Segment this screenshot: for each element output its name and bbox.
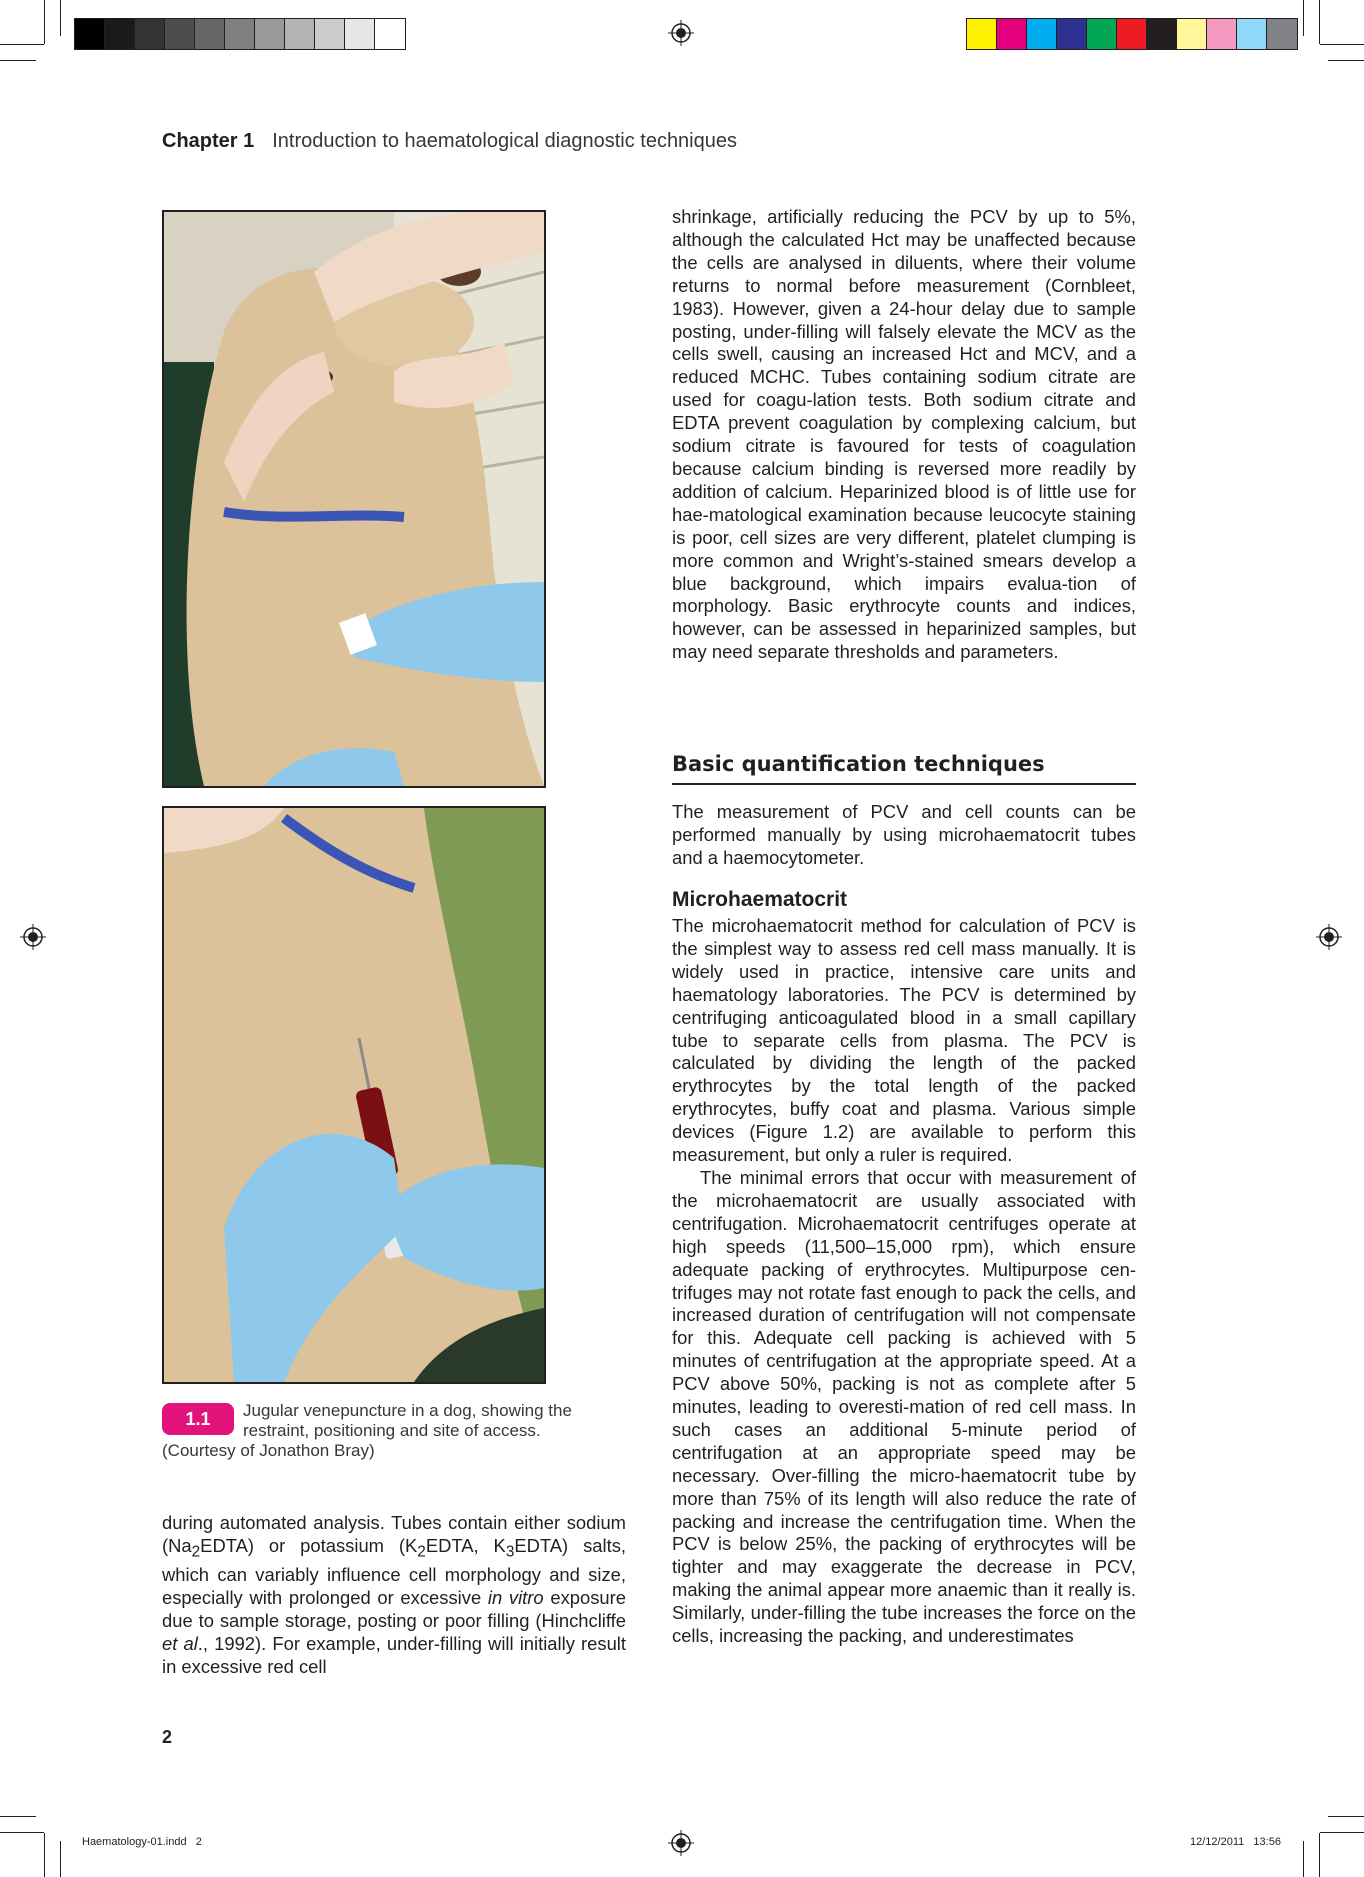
color-swatch (255, 19, 285, 49)
page-number: 2 (162, 1727, 173, 1747)
color-swatch (105, 19, 135, 49)
running-head (162, 130, 737, 153)
figure-number-badge: 1.1 (162, 1403, 234, 1435)
color-swatch (997, 19, 1027, 49)
crop-mark (0, 1832, 44, 1833)
registration-mark-icon (668, 20, 694, 46)
crop-mark (1320, 44, 1364, 45)
chapter-title: Introduction to haematological diagnostic techniques (272, 130, 737, 152)
crop-mark (1328, 1816, 1364, 1817)
body-paragraph: The minimal errors that occur with measurement of the microhaematocrit are usually associated with centrifugation. Microhaematocrit centrifuges operate at high speeds (11,500–15,000 rpm), which ensure adequate packing of erythrocytes. Multipurpose cen-trifuges may not rotate fast enough to pack the cells, and increased duration of centrifugation will not compensate for this. Adequate cell packing is achieved with 5 minutes of centrifugation at the appropriate speed. At a PCV above 50%, packing is not as complete after 5 minutes, leading to overesti-mation of red cell mass. In such cases an additional 5-minute period of centrifugation at an appropriate speed may be necessary. Over-filling the micro-haematocrit tube by more than 75% of its length will also reduce the rate of packing and increase the centrifugation time. When the PCV is below 25%, the packing of erythrocytes will be tighter and may exaggerate the decrease in PCV, making the animal appear more anaemic than it really is. Similarly, under-filling the tube increases the force on the cells, increasing the packing, and underestimates (672, 1166, 1136, 1647)
crop-mark (1303, 1841, 1304, 1877)
crop-mark (60, 0, 61, 36)
right-column-top (672, 206, 1136, 664)
color-swatch (1117, 19, 1147, 49)
color-swatch (375, 19, 405, 49)
color-swatch (195, 19, 225, 49)
section-heading: Basic quantification techniques (672, 752, 1136, 785)
color-swatch (135, 19, 165, 49)
subsection-heading: Microhaematocrit (672, 888, 848, 911)
color-swatch (315, 19, 345, 49)
crop-mark (1328, 60, 1364, 61)
body-paragraph: during automated analysis. Tubes contain either sodium $(Na_2EDTA)$ or potassium ($K_2EDTA$, $K_3EDTA$) salts, which can variably influence cell morphology and size, especially with prolonged or excessive in vitro exposure due to sample storage, posting or poor filling (Hinchcliffe et al., 1992). For example, under-filling will initially result in excessive red cell (162, 1512, 626, 1678)
process-color-bar (966, 18, 1298, 50)
chapter-label: Chapter 1 (162, 130, 255, 152)
color-swatch (75, 19, 105, 49)
body-paragraph: The microhaematocrit method for calculation of PCV is the simplest way to assess red cell mass manually. It is widely used in practice, intensive care units and haematology laboratories. The PCV is determined by centrifuging anticoagulated blood in a small capillary tube to separate cells from plasma. The PCV is calculated by dividing the length of the packed erythrocytes by the total length of the packed erythrocytes, buffy coat and plasma. Various simple devices (Figure 1.2) are available to perform this measurement, but only a ruler is required. (672, 915, 1136, 1166)
crop-mark (0, 1816, 36, 1817)
color-swatch (967, 19, 997, 49)
right-column-bottom (672, 915, 1136, 1648)
figure-caption-line: restraint, positioning and site of access. (243, 1421, 541, 1440)
grayscale-color-bar (74, 18, 406, 50)
color-swatch (345, 19, 375, 49)
color-swatch (1267, 19, 1297, 49)
registration-mark-icon (1316, 924, 1342, 950)
crop-mark (1320, 1832, 1364, 1833)
color-swatch (1087, 19, 1117, 49)
crop-mark (1319, 1833, 1320, 1877)
color-swatch (1177, 19, 1207, 49)
crop-mark (1303, 0, 1304, 36)
section-intro (672, 801, 1136, 870)
crop-mark (0, 44, 44, 45)
crop-mark (1319, 0, 1320, 44)
body-paragraph: The measurement of PCV and cell counts can be performed manually by using microhaematocrit tubes and a haemocytometer. (672, 801, 1136, 868)
color-swatch (225, 19, 255, 49)
slug-file-name: Haematology-01.indd 2 (82, 1836, 202, 1848)
color-swatch (1147, 19, 1177, 49)
left-column (162, 1512, 626, 1679)
figure-photo-restraint (162, 210, 546, 788)
color-swatch (1057, 19, 1087, 49)
color-swatch (165, 19, 195, 49)
registration-mark-icon (668, 1830, 694, 1856)
color-swatch (285, 19, 315, 49)
crop-mark (44, 0, 45, 44)
registration-mark-icon (20, 924, 46, 950)
color-swatch (1237, 19, 1267, 49)
figure-photo-venepuncture (162, 806, 546, 1384)
body-paragraph: shrinkage, artificially reducing the PCV by up to 5%, although the calculated Hct may be unaffected because the cells are analysed in diluents, where their volume returns to normal before measurement (Cornbleet, 1983). However, given a 24-hour delay due to sample posting, under-filling will falsely elevate the MCV as the cells swell, causing an increased Hct and MCV, and a reduced MCHC. Tubes containing sodium citrate are used for coagu-lation tests. Both sodium citrate and EDTA prevent coagulation by complexing calcium, but sodium citrate is favoured for tests of coagulation because calcium binding is reversed more readily by addition of calcium. Heparinized blood is of little use for hae-matological examination because leucocyte staining is poor, cell sizes are very different, platelet clumping is more common and Wright’s-stained smears develop a blue background, which impairs evalua-tion of morphology. Basic erythrocyte counts and indices, however, can be assessed in heparinized samples, but may need separate thresholds and parameters. (672, 206, 1136, 663)
color-swatch (1027, 19, 1057, 49)
crop-mark (60, 1841, 61, 1877)
color-swatch (1207, 19, 1237, 49)
figure-credit: (Courtesy of Jonathon Bray) (162, 1441, 375, 1460)
crop-mark (44, 1833, 45, 1877)
figure-caption-line: Jugular venepuncture in a dog, showing the (243, 1401, 572, 1420)
crop-mark (0, 60, 36, 61)
slug-timestamp: 12/12/2011 13:56 (1190, 1836, 1281, 1848)
